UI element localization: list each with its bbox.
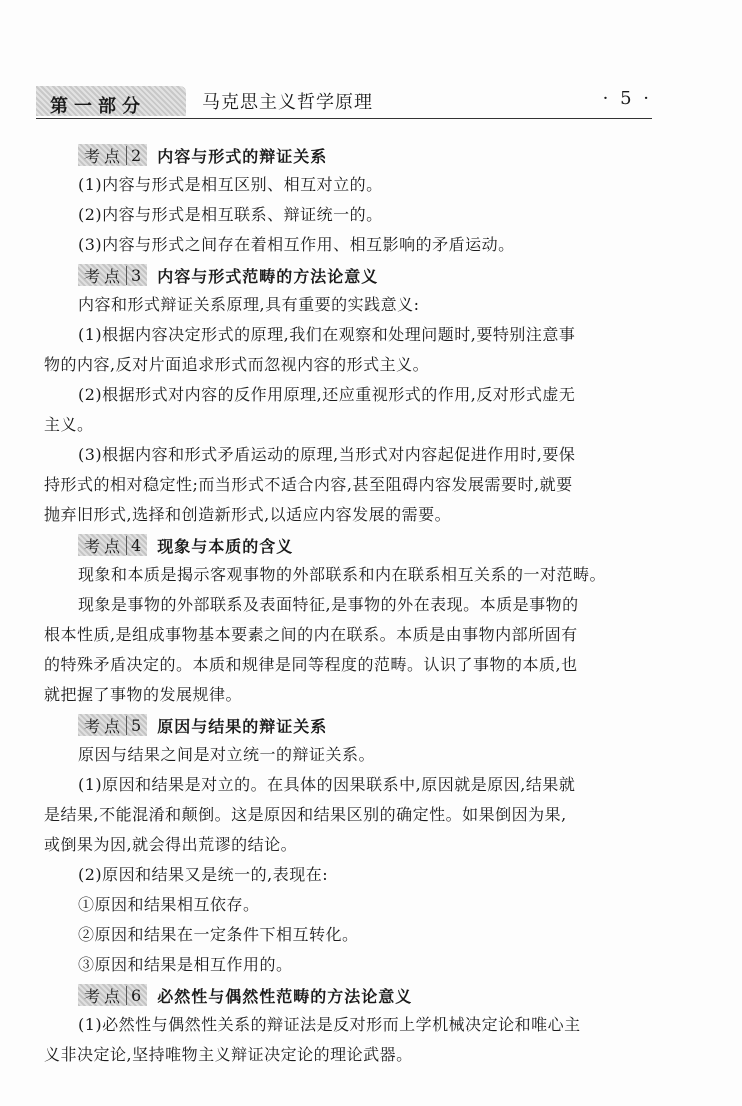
kaodian-badge: 考点 4 — [78, 534, 147, 556]
paragraph-line: 现象和本质是揭示客观事物的外部联系和内在联系相互关系的一对范畴。 — [78, 565, 607, 584]
section-title: 必然性与偶然性范畴的方法论意义 — [157, 986, 413, 1006]
paragraph-line: 持形式的相对稳定性;而当形式不适合内容,甚至阻碍内容发展需要时,就要 — [44, 475, 573, 494]
paragraph-line: (1)必然性与偶然性关系的辩证法是反对形而上学机械决定论和唯心主 — [78, 1015, 581, 1034]
paragraph-line: (1)根据内容决定形式的原理,我们在观察和处理问题时,要特别注意事 — [78, 325, 576, 344]
kaodian-badge: 考点 6 — [78, 984, 147, 1006]
page-header — [36, 82, 652, 120]
paragraph-line: 抛弃旧形式,选择和创造新形式,以适应内容发展的需要。 — [44, 505, 452, 524]
header-rule — [36, 118, 652, 119]
section-heading — [78, 530, 652, 560]
paragraph-line: ③原因和结果是相互作用的。 — [78, 955, 293, 974]
paragraph-line: 现象是事物的外部联系及表面特征,是事物的外在表现。本质是事物的 — [78, 595, 579, 614]
paragraph-line: 是结果,不能混淆和颠倒。这是原因和结果区别的确定性。如果倒因为果, — [44, 805, 567, 824]
kaodian-badge: 考点 5 — [78, 714, 147, 736]
paragraph-line: (1)内容与形式是相互区别、相互对立的。 — [78, 175, 383, 194]
paragraph-line: 的特殊矛盾决定的。本质和规律是同等程度的范畴。认识了事物的本质,也 — [44, 655, 578, 674]
section-heading — [78, 140, 652, 170]
section-heading — [78, 710, 652, 740]
section-heading — [78, 980, 652, 1010]
part-label: 第一部分 — [50, 96, 146, 117]
paragraph-line: (3)内容与形式之间存在着相互作用、相互影响的矛盾运动。 — [78, 235, 515, 254]
kaodian-badge: 考点 2 — [78, 144, 147, 166]
paragraph-line: 或倒果为因,就会得出荒谬的结论。 — [44, 835, 298, 854]
paragraph-line: 主义。 — [44, 415, 94, 434]
paragraph-line: (2)内容与形式是相互联系、辩证统一的。 — [78, 205, 383, 224]
paragraph-line: (3)根据内容和形式矛盾运动的原理,当形式对内容起促进作用时,要保 — [78, 445, 576, 464]
paragraph-line: 义非决定论,坚持唯物主义辩证决定论的理论武器。 — [44, 1045, 413, 1064]
paragraph-line: (1)原因和结果是对立的。在具体的因果联系中,原因就是原因,结果就 — [78, 775, 576, 794]
part-title: 马克思主义哲学原理 — [202, 92, 373, 113]
paragraph-line: 根本性质,是组成事物基本要素之间的内在联系。本质是由事物内部所固有 — [44, 625, 578, 644]
paragraph-line: 内容和形式辩证关系原理,具有重要的实践意义: — [78, 295, 420, 314]
paragraph-line: ①原因和结果相互依存。 — [78, 895, 260, 914]
section-title: 内容与形式的辩证关系 — [157, 146, 328, 166]
paragraph-line: (2)根据形式对内容的反作用原理,还应重视形式的作用,反对形式虚无 — [78, 385, 576, 404]
paragraph-line: 物的内容,反对片面追求形式而忽视内容的形式主义。 — [44, 355, 430, 374]
section-title: 现象与本质的含义 — [157, 536, 294, 556]
section-heading — [78, 260, 652, 290]
paragraph-line: (2)原因和结果又是统一的,表现在: — [78, 865, 329, 884]
part-label-box — [36, 86, 186, 116]
section-title: 内容与形式范畴的方法论意义 — [157, 266, 379, 286]
paragraph-line: 原因与结果之间是对立统一的辩证关系。 — [78, 745, 376, 764]
section-title: 原因与结果的辩证关系 — [157, 716, 328, 736]
page-number: · 5 · — [602, 88, 652, 109]
kaodian-badge: 考点 3 — [78, 264, 147, 286]
paragraph-line: ②原因和结果在一定条件下相互转化。 — [78, 925, 359, 944]
paragraph-line: 就把握了事物的发展规律。 — [44, 685, 243, 704]
page-content — [44, 140, 652, 1070]
